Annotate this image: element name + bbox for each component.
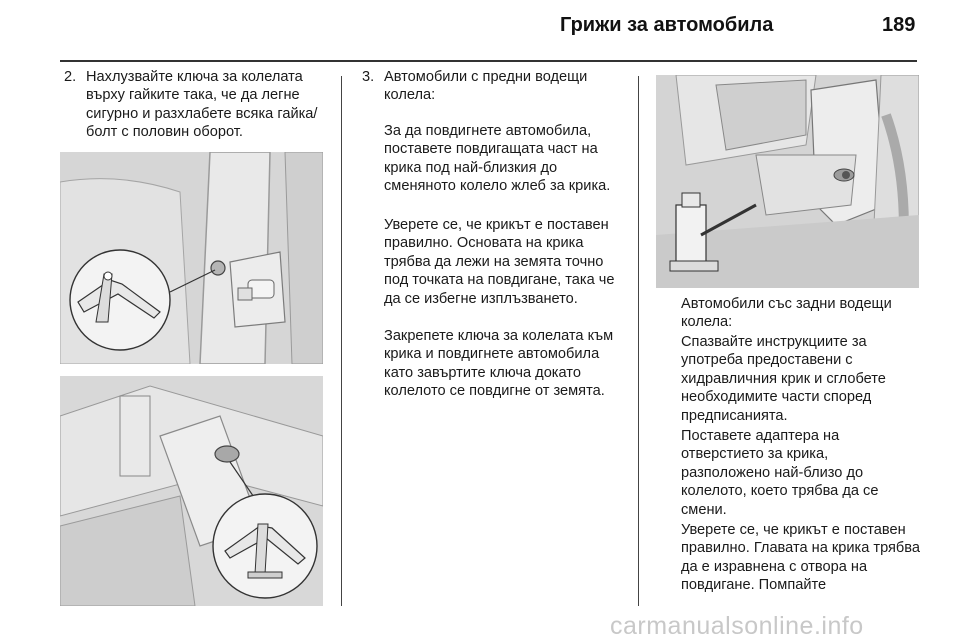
column-divider-left xyxy=(341,76,342,606)
paragraph: Уверете се, че крикът е поставен правилно. Основата на крика трябва да лежи на земята точно под точката на повдигане, така че да се избегне изплъзването. xyxy=(384,217,615,307)
step-text: Нахлузвайте ключа за колелата върху гайките така, че да легне сигурно и разхлабете всяка гайка/болт с половин оборот. xyxy=(86,69,318,141)
header-divider xyxy=(60,60,917,62)
column-divider-right xyxy=(638,76,639,606)
step-text: Автомобили с предни водещи колела: xyxy=(384,69,588,104)
step-3 xyxy=(362,68,624,105)
paragraph: Спазвайте инструкциите за употреба предоставени с хидравличния крик и сглобете необходимите части според предписанията. xyxy=(681,334,886,424)
illustration-wheel-wrench xyxy=(60,152,323,364)
step-2 xyxy=(64,68,326,142)
step-number: 3. xyxy=(362,69,375,85)
step-number: 2. xyxy=(64,69,77,85)
paragraph: Поставете адаптера на отверстието за крика, разположено най-близо до колелото, което трябва да се смени. xyxy=(681,428,879,518)
illustration-jack-position xyxy=(60,376,323,606)
paragraph: Уверете се, че крикът е поставен правилно. Главата на крика трябва да е изравнена с отвора на повдигане. Помпайте xyxy=(681,522,920,594)
page-number: 189 xyxy=(882,14,916,36)
paragraph: Закрепете ключа за колелата към крика и повдигнете автомобила като завъртите ключа докато колелото се повдигне от земята. xyxy=(384,328,614,400)
page-title: Грижи за автомобила xyxy=(560,14,774,36)
paragraph: За да повдигнете автомобила, поставете повдигащата част на крика под най-близкия до сменяното колело жлеб за крика. xyxy=(384,123,611,195)
paragraph: Автомобили със задни водещи колела: xyxy=(681,296,892,331)
illustration-hydraulic-jack xyxy=(656,75,919,288)
watermark: carmanualsonline.info xyxy=(610,612,864,640)
